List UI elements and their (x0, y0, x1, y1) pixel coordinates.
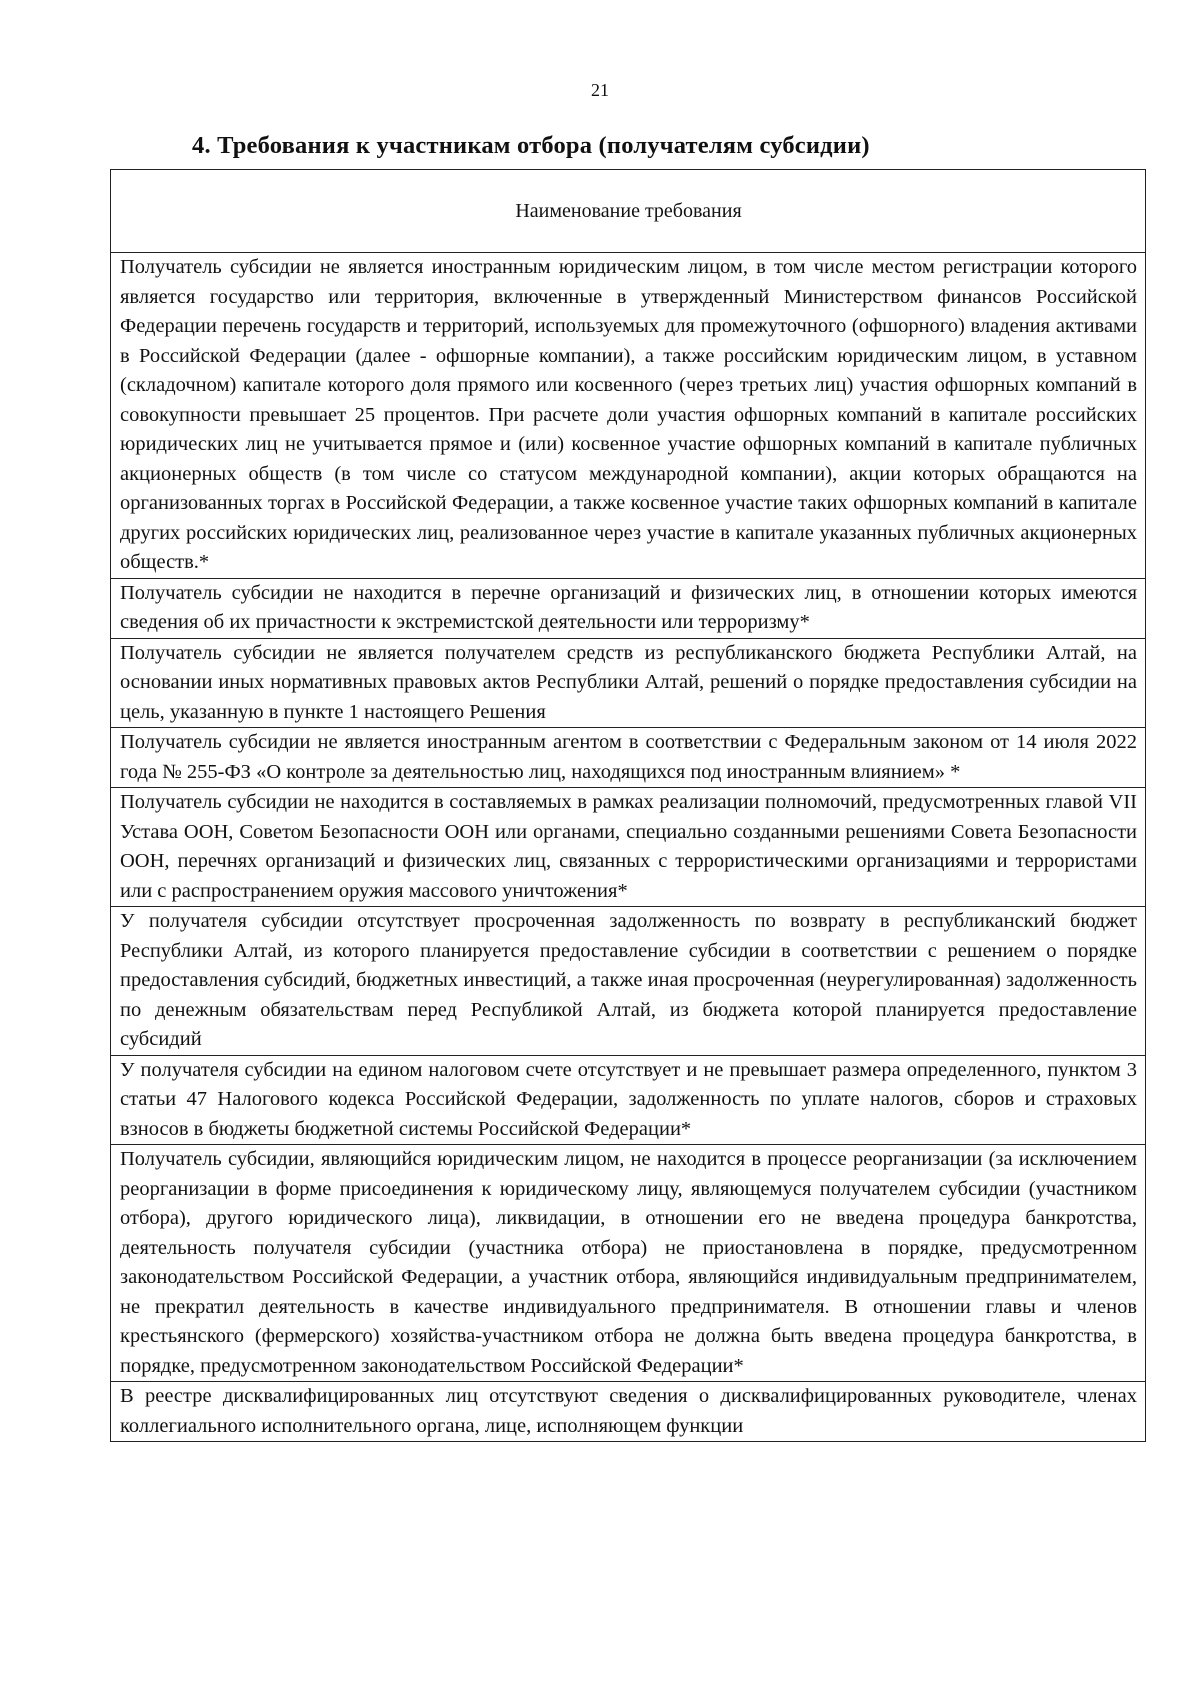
requirement-cell: Получатель субсидии не находится в составляемых в рамках реализации полномочий, предусмотренных главой VII Устава ООН, Советом Безопасности ООН или органами, специально созданными решениями Совета Безопасности ООН, перечнях организаций и физических лиц, связанных с террористическими организациями и террористами или с распространением оружия массового уничтожения* (111, 788, 1146, 907)
requirement-cell: В реестре дисквалифицированных лиц отсутствуют сведения о дисквалифицированных руководителе, членах коллегиального исполнительного органа, лице, исполняющем функции (111, 1382, 1146, 1442)
requirement-cell: Получатель субсидии не является иностранным юридическим лицом, в том числе местом регистрации которого является государство или территория, включенные в утвержденный Министерством финансов Российской Федерации перечень государств и территорий, используемых для промежуточного (офшорного) владения активами в Российской Федерации (далее - офшорные компании), а также российским юридическим лицом, в уставном (складочном) капитале которого доля прямого или косвенного (через третьих лиц) участия офшорных компаний в совокупности превышает 25 процентов. При расчете доли участия офшорных компаний в капитале российских юридических лиц не учитывается прямое и (или) косвенное участие офшорных компаний в капитале публичных акционерных обществ (в том числе со статусом международной компании), акции которых обращаются на организованных торгах в Российской Федерации, а также косвенное участие таких офшорных компаний в капитале других российских юридических лиц, реализованное через участие в капитале указанных публичных акционерных обществ.* (111, 253, 1146, 579)
table-row (111, 1382, 1146, 1442)
table-header-row (111, 170, 1146, 253)
section-title: 4. Требования к участникам отбора (получателям субсидии) (192, 132, 870, 159)
table-row (111, 253, 1146, 579)
requirement-cell: Получатель субсидии не является получателем средств из республиканского бюджета Республики Алтай, на основании иных нормативных правовых актов Республики Алтай, решений о порядке предоставления субсидии на цель, указанную в пункте 1 настоящего Решения (111, 638, 1146, 728)
requirement-cell: Получатель субсидии, являющийся юридическим лицом, не находится в процессе реорганизации (за исключением реорганизации в форме присоединения к юридическому лицу, являющемуся получателем субсидии (участником отбора), другого юридического лица), ликвидации, в отношении его не введена процедура банкротства, деятельность получателя субсидии (участника отбора) не приостановлена в порядке, предусмотренном законодательством Российской Федерации, а участник отбора, являющийся индивидуальным предпринимателем, не прекратил деятельность в качестве индивидуального предпринимателя. В отношении главы и членов крестьянского (фермерского) хозяйства-участником отбора не должна быть введена процедура банкротства, в порядке, предусмотренном законодательством Российской Федерации* (111, 1145, 1146, 1382)
requirement-cell: Получатель субсидии не находится в перечне организаций и физических лиц, в отношении которых имеются сведения об их причастности к экстремистской деятельности или терроризму* (111, 578, 1146, 638)
table-header-cell: Наименование требования (111, 170, 1146, 253)
table-row (111, 728, 1146, 788)
table-row (111, 578, 1146, 638)
page-number: 21 (591, 80, 609, 100)
requirement-cell: У получателя субсидии отсутствует просроченная задолженность по возврату в республиканский бюджет Республики Алтай, из которого планируется предоставление субсидии в соответствии с решением о порядке предоставления субсидий, бюджетных инвестиций, а также иная просроченная (неурегулированная) задолженность по денежным обязательствам перед Республикой Алтай, из бюджета которой планируется предоставление субсидий (111, 907, 1146, 1056)
requirement-cell: Получатель субсидии не является иностранным агентом в соответствии с Федеральным законом от 14 июля 2022 года № 255-ФЗ «О контроле за деятельностью лиц, находящихся под иностранным влиянием» * (111, 728, 1146, 788)
table-row (111, 907, 1146, 1056)
table-row (111, 638, 1146, 728)
requirements-table (110, 169, 1146, 1442)
table-row (111, 788, 1146, 907)
requirement-cell: У получателя субсидии на едином налоговом счете отсутствует и не превышает размера определенного, пунктом 3 статьи 47 Налогового кодекса Российской Федерации, задолженность по уплате налогов, сборов и страховых взносов в бюджеты бюджетной системы Российской Федерации* (111, 1055, 1146, 1145)
table-row (111, 1145, 1146, 1382)
table-row (111, 1055, 1146, 1145)
